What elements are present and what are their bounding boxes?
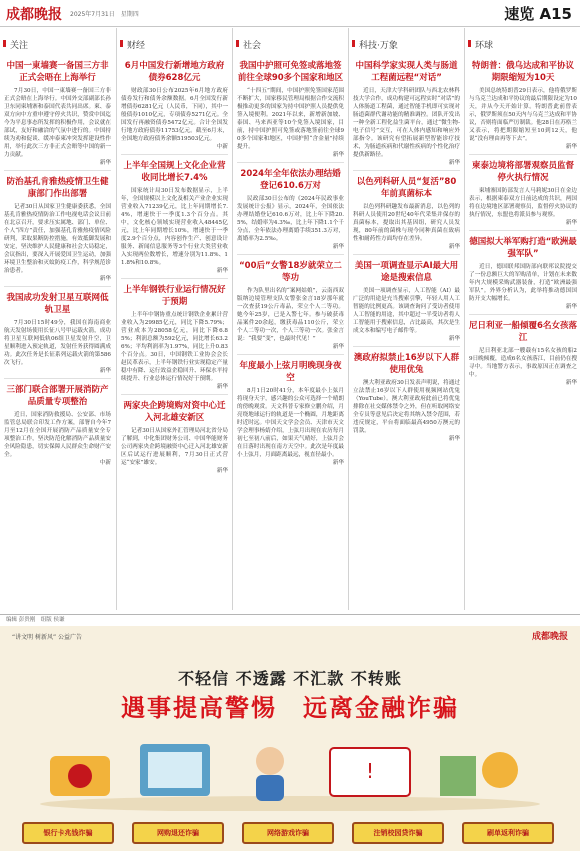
article-byline: 新华	[565, 144, 577, 150]
article	[465, 160, 580, 226]
divider	[353, 346, 460, 347]
divider	[469, 154, 577, 155]
article	[465, 320, 580, 386]
article-headline[interactable]: 特朗普：俄乌达成和平协议期限缩短为10天	[471, 61, 574, 83]
news-columns	[0, 28, 580, 610]
article-body: 美国一项调查显示，人工智能（AI）最广泛的用途是充当搜索引擎，年轻人用人工智能的比例更高。该调查询问了受访者使用人工智能的用途，其中超过一半受访者将人工智能用于搜索信息，占比最高，其次是生成文本和编写电子邮件等。	[353, 288, 460, 334]
article-body: 柬埔寨国防部发言人马莉妮30日在金边表示，根据柬泰双方日前达成的共识，两国将在边境地区部署观察员，监督停火协议的执行情况，东盟也将派员参与观察。	[469, 188, 577, 218]
divider	[121, 394, 228, 395]
page-section-label: 速览 A15	[504, 5, 572, 23]
divider	[121, 278, 228, 279]
article-headline[interactable]: 美国一项调查显示AI最大用途是搜索信息	[354, 261, 459, 283]
scam-card: 银行卡兆钱诈骗	[22, 822, 114, 844]
article-body: 以色列科研趣发布最新消息，以色列的科研人员使用20世纪40年代采集并保存的真菌标本，提取出其基因组，研究人员发现，80年前的菌株与现今同种真菌在致病性和耐药性方面均存在差异。	[353, 204, 460, 242]
article-byline: 新华	[216, 468, 228, 474]
article-byline: 新华	[448, 244, 460, 250]
article	[233, 168, 348, 250]
article-headline[interactable]: 以色列科研人员“复活”80年前真菌标本	[356, 177, 457, 199]
column-huanqiu	[464, 28, 580, 610]
coin-icon	[68, 764, 92, 788]
article-body: 记者30日从国家外汇管理局河北省分局了解到，中化集团财务公司、中国华能财务公司两家央企跨境融资中心迁入河北雄安新区后试运行进展顺利，7月30日正式营运“安家”雄安。	[121, 428, 228, 466]
article-body: 国家统计局30日发布数据显示，上半年，全国规模以上文化及相关产业企业实现营业收入71239亿元，比上年同期增长7.4%，增速快于一季度1.3个百分点。其中，文化核心领域实现营业收入48445亿元，比上年同期增长10%，增速快于一季度2.9个百分点，内容创作生产、创意设计服务、新闻信息服务等3个行业大类营业收入实现两位数增长，增速分别为11.8%、11.8%和10.8%。	[121, 188, 228, 266]
column-tag: 环球	[465, 28, 580, 55]
article-body: 澳大利亚政府30日发表声明说，将通过立法禁止16岁以下人群使用视频网站优兔（YouTube）。澳大利亚政府此前已将优兔排除在社交媒体禁令之外，但在听取网络安全专员等意见后决定将其纳入禁令范围，若违反规定，平台将面临最高4950万澳元的罚款。	[353, 380, 460, 434]
article-headline[interactable]: 年度最小上弦月明晚现身夜空	[239, 361, 342, 383]
editor-credit: 编辑 彭贵刚 组版 侯谦	[6, 617, 65, 623]
article	[0, 384, 115, 466]
divider	[4, 378, 111, 379]
article	[349, 352, 464, 442]
scam-card: 网购退还诈骗	[132, 822, 224, 844]
article-headline[interactable]: 防治基孔肯雅热疫情卫生健康部门作出部署	[6, 177, 109, 199]
article	[233, 60, 348, 158]
scam-card: 注销校园贷诈骗	[352, 822, 444, 844]
article-byline: 新华	[565, 380, 577, 386]
article-body: 7月30日15时49分，我国在海南商业航天发射场使用长征八号甲运载火箭，成功将卫星互联网低轨06组卫星发射升空，卫星顺利进入预定轨道，发射任务获得圆满成功。此次任务是长征系列运载火箭的第586次飞行。	[4, 320, 111, 366]
ad-logo: 成都晚报	[531, 632, 568, 642]
article-headline[interactable]: 2024年全年依法办理结婚登记610.6万对	[240, 169, 341, 191]
article-headline[interactable]: 尼日利亚一船倾覆6名女孩落江	[469, 321, 577, 343]
page-header	[0, 0, 580, 27]
article-body: 8月1日20时41分，本年度最小上弦月将现身天宇，感兴趣的公众可选择一个晴朗的傍晚观赏。天文科普专家修立鹏介绍，月亮绕地球运行的轨道是一个椭圆，月地距离时近时远。中国天文学会会员、天津市天文学会理事杨婧介绍，上弦月出现在农历每月初七至初八前后，如果天气晴好，上弦月会在日落时出现在南方天空中。此次是年度最小上弦月，月面距离最远，视直径最小。	[237, 388, 344, 458]
ad-illustration	[30, 726, 550, 811]
article-byline: 中新	[99, 460, 111, 466]
divider	[121, 154, 228, 155]
divider	[237, 354, 344, 355]
article	[117, 160, 232, 274]
article-body: 作为队里出名的“案网姑娘”，云南西双版纳边境管理支队女警张金言18岁那年就一次查获19公斤毒品，荣立个人二等功。她今年25岁，已是入警七年。参与破获毒品案件20余起，缴获毒品110公斤，荣立个人二等功一次，个人三等功一次。张金言说：“我要“变”，也最时代见！”	[237, 288, 344, 342]
public-service-ad	[0, 626, 580, 851]
article-body: 美国总统特朗普29日表示，他将俄罗斯与乌克兰达成和平协议的最后期限设定为10天，并从今天开始计算。特朗普此前曾表示，俄罗斯须在50天内与乌克兰达成和平协议，否则将面临严厉制裁。他28日在苏格兰又表示，将把期限缩短至10到12天，他说“没有理由再等下去”。	[469, 88, 577, 142]
article-byline: 新华	[332, 344, 344, 350]
article-body: 近日，天津大学科研团队与西北农林科技大学合作，成功构建可远程实时“对话”的人体肠道工程菌，通过智能手机即可实现对肠道菌群代谢功能的精准调控。团队开发出一种全新工程化益生菌平台，通过“微生物-电子信号”交互，可在人体内感知和响应外部指令。该研究有望拓展新型智能诊疗技术，为肠道疾病和代谢性疾病的个性化治疗提供新路径。	[353, 88, 460, 158]
dateline: 2025年7月31日 星期四	[70, 11, 139, 18]
article-byline: 新华	[448, 436, 460, 442]
column-keji	[348, 28, 464, 610]
article	[465, 60, 580, 150]
article	[233, 360, 348, 466]
article-body: 近日，国家消防救援局、公安部、市场监管总局联合印发工作方案，部署自今年7月至12月在全国开展消防产品质量安全专项整治工作，坚决防范化解消防产品质量安全风险隐患，切实保障人民群众生命财产安全。	[4, 412, 111, 458]
column-tag: 财经	[117, 28, 232, 55]
article	[117, 284, 232, 390]
article-byline: 中新	[216, 144, 228, 150]
ad-slogan-line2: 遇事提高警惕 远离金融诈骗	[121, 694, 459, 722]
wallet-icon	[482, 752, 518, 788]
article-headline[interactable]: 中国科学家实现人类与肠道工程菌远程“对话”	[355, 61, 458, 83]
article-headline[interactable]: “00后”女警18岁就荣立二等功	[239, 261, 342, 283]
article-body: 7月30日，中国一東墙赛一备国三方非正式会晤在上海举行。中国外交部副部长孙卫东同柬埔寨和泰国代表共同出席。柬、泰双方向中方重申遵守停火共识，赞赏中国迄今为平息事态所发挥的积极作用，会议就在部试，友好和融洽的气氛中进行的。中国持续为劝和促谈、缓冲泰柬冲突发挥建设性作用，举行此次三方非正式会晤等中国的新一力贡献。	[4, 88, 111, 158]
divider	[4, 286, 111, 287]
ground-shadow	[40, 796, 540, 811]
article-byline: 新华	[332, 244, 344, 250]
column-tag: 科技·万象	[349, 28, 464, 55]
divider	[237, 162, 344, 163]
article-body: 记者30日从国家卫生健康委获悉，全国基孔肯雅热疫情防治工作电视电话会议日前在北京召开，要求压实属地、部门、单位、个人“四方”责任，加强基孔肯雅热疫情风险研判，采取果断防控措施，有效抵御发展和安定，坚决维护人民健康和社会大局稳定，会议指出，要深入开展爱国卫生运动，加强环境卫生整治和灭蚊防疫工作，科学规范诊治患者。	[4, 204, 111, 274]
newspaper-logo: 成都晚报	[6, 7, 62, 23]
article	[0, 292, 115, 374]
article	[465, 236, 580, 310]
column-caijing	[116, 28, 232, 610]
article-headline[interactable]: 我国成功发射卫星互联网低轨卫星	[6, 293, 109, 315]
scam-card: 刷单返利诈骗	[462, 822, 554, 844]
scam-type-cards	[0, 816, 580, 846]
article-byline: 新华	[99, 368, 111, 374]
column-shehui	[232, 28, 348, 610]
svg-text:!: !	[365, 759, 375, 783]
article	[117, 60, 232, 150]
article-headline[interactable]: 两家央企跨境购对资中心迁入河北雄安新区	[123, 401, 226, 423]
article-headline[interactable]: 中国一東墙赛一备国三方非正式会晤在上海举行	[6, 61, 109, 83]
article-byline: 新华	[448, 160, 460, 166]
divider	[469, 230, 577, 231]
article	[349, 60, 464, 166]
article-headline[interactable]: 上半年钢铁行业运行情况好于预期	[123, 285, 226, 307]
article	[117, 400, 232, 474]
article-byline: 新华	[565, 304, 577, 310]
ad-sponsor-label: “讲文明 树新风” 公益广告	[12, 634, 83, 641]
column-tag: 关注	[0, 28, 115, 55]
divider	[469, 314, 577, 315]
article-byline: 新华	[565, 220, 577, 226]
phone-screen	[148, 752, 202, 788]
divider	[237, 254, 344, 255]
column-tag: 社会	[233, 28, 348, 55]
article-body: 近日，德国联邦国防部向联邦议院提交了一份总额巨大的军购清单，计划在未来数年内大规模采购武器装备，打造“欧洲最强军队”。外界分析认为，此举将推动德国国防开支大幅增长。	[469, 264, 577, 302]
article-byline: 新华	[448, 336, 460, 342]
divider	[4, 170, 111, 171]
article	[349, 260, 464, 342]
article-byline: 新华	[99, 276, 111, 282]
footer-rule	[0, 614, 580, 625]
article-body: 上半年中钢协重点统计钢铁企业累计营业收入为29985亿元，同比下降5.79%；营业成本为28058亿元，同比下降6.85%；利润总额为592亿元，同比增长63.26%；平均利润率为1.97%，同比上升0.83个百分点。30日，中国钢铁工业协会会长赵民革表示，上半年钢铁行业实现稳定产量稳中有降、运行效益企稳回升、环保水平持续提升、行业总体运行情况好于预期。	[121, 312, 228, 382]
tree-icon	[440, 756, 476, 796]
article-headline[interactable]: 上半年全国规上文化企业营收同比增长7.4%	[123, 161, 226, 183]
divider	[353, 170, 460, 171]
article-body: 财政部30日公布2025年6月地方政府债券发行和债务余额数据。6月全国发行新增债券6281亿元（人民币，下同），其中一般债券1010亿元，专项债券5271亿元。全国发行再融资债券5472亿元。合计全国发行地方政府债券11753亿元。截至6月末，全国地方政府债务余额519503亿元。	[121, 88, 228, 142]
article	[233, 260, 348, 350]
article-byline: 新华	[332, 460, 344, 466]
person-head-icon	[256, 747, 284, 775]
article	[0, 60, 115, 166]
article	[0, 176, 115, 282]
article-headline[interactable]: 德国拟大举军购打造“欧洲最强军队”	[469, 237, 577, 259]
article-body: 民政部30日公布的《2024年民政事业发展统计公报》显示，2024年，全国依法办理结婚登记610.6万对，比上年下降20.5%，结婚率为4.3‰，比上年下降1.1个千分点，全年依法办理离婚手续351.3万对，离婚率为2.5‰。	[237, 196, 344, 242]
article-headline[interactable]: 6月中国发行新增地方政府债券628亿元	[124, 61, 225, 83]
article-headline[interactable]: 澳政府拟禁止16岁以下人群使用优兔	[353, 353, 460, 375]
divider	[353, 254, 460, 255]
column-guanzhu	[0, 28, 115, 610]
article-body: “十四五”期间，中国护照免签国家范围不断扩大，国家移民管理局根据合作交流积极推动更多的国家为持中国护照人员提供免签入境便利。2021年以来，新增新加坡、泰国、马来西亚等10个免签入境国家，目前，持中国护照可免签或落地签前往全球90多个国家和地区，中国护照“含金量”持续提升。	[237, 88, 344, 150]
article-byline: 新华	[332, 152, 344, 158]
article-byline: 新华	[216, 268, 228, 274]
scam-card: 网络游戏诈骗	[242, 822, 334, 844]
article-byline: 新华	[216, 384, 228, 390]
article-byline: 新华	[99, 160, 111, 166]
article-body: 尼日利亚北部一艘载有15名女孩的船29日晚倾覆，造成6名女孩落江，目前仍在搜寻中。当地警方表示，事故原因正在调查之中。	[469, 348, 577, 378]
person-body-icon	[256, 775, 284, 801]
ad-slogan-line1: 不轻信 不透露 不汇款 不转账	[178, 669, 402, 688]
article-headline[interactable]: 我国中护照可免签或落地签前往全球90多个国家和地区	[237, 61, 344, 83]
article-headline[interactable]: 三部门联合部署开展消防产品质量专项整治	[6, 385, 109, 407]
article-headline[interactable]: 柬泰边境将部署观察员监督停火执行情况	[471, 161, 574, 183]
article	[349, 176, 464, 250]
